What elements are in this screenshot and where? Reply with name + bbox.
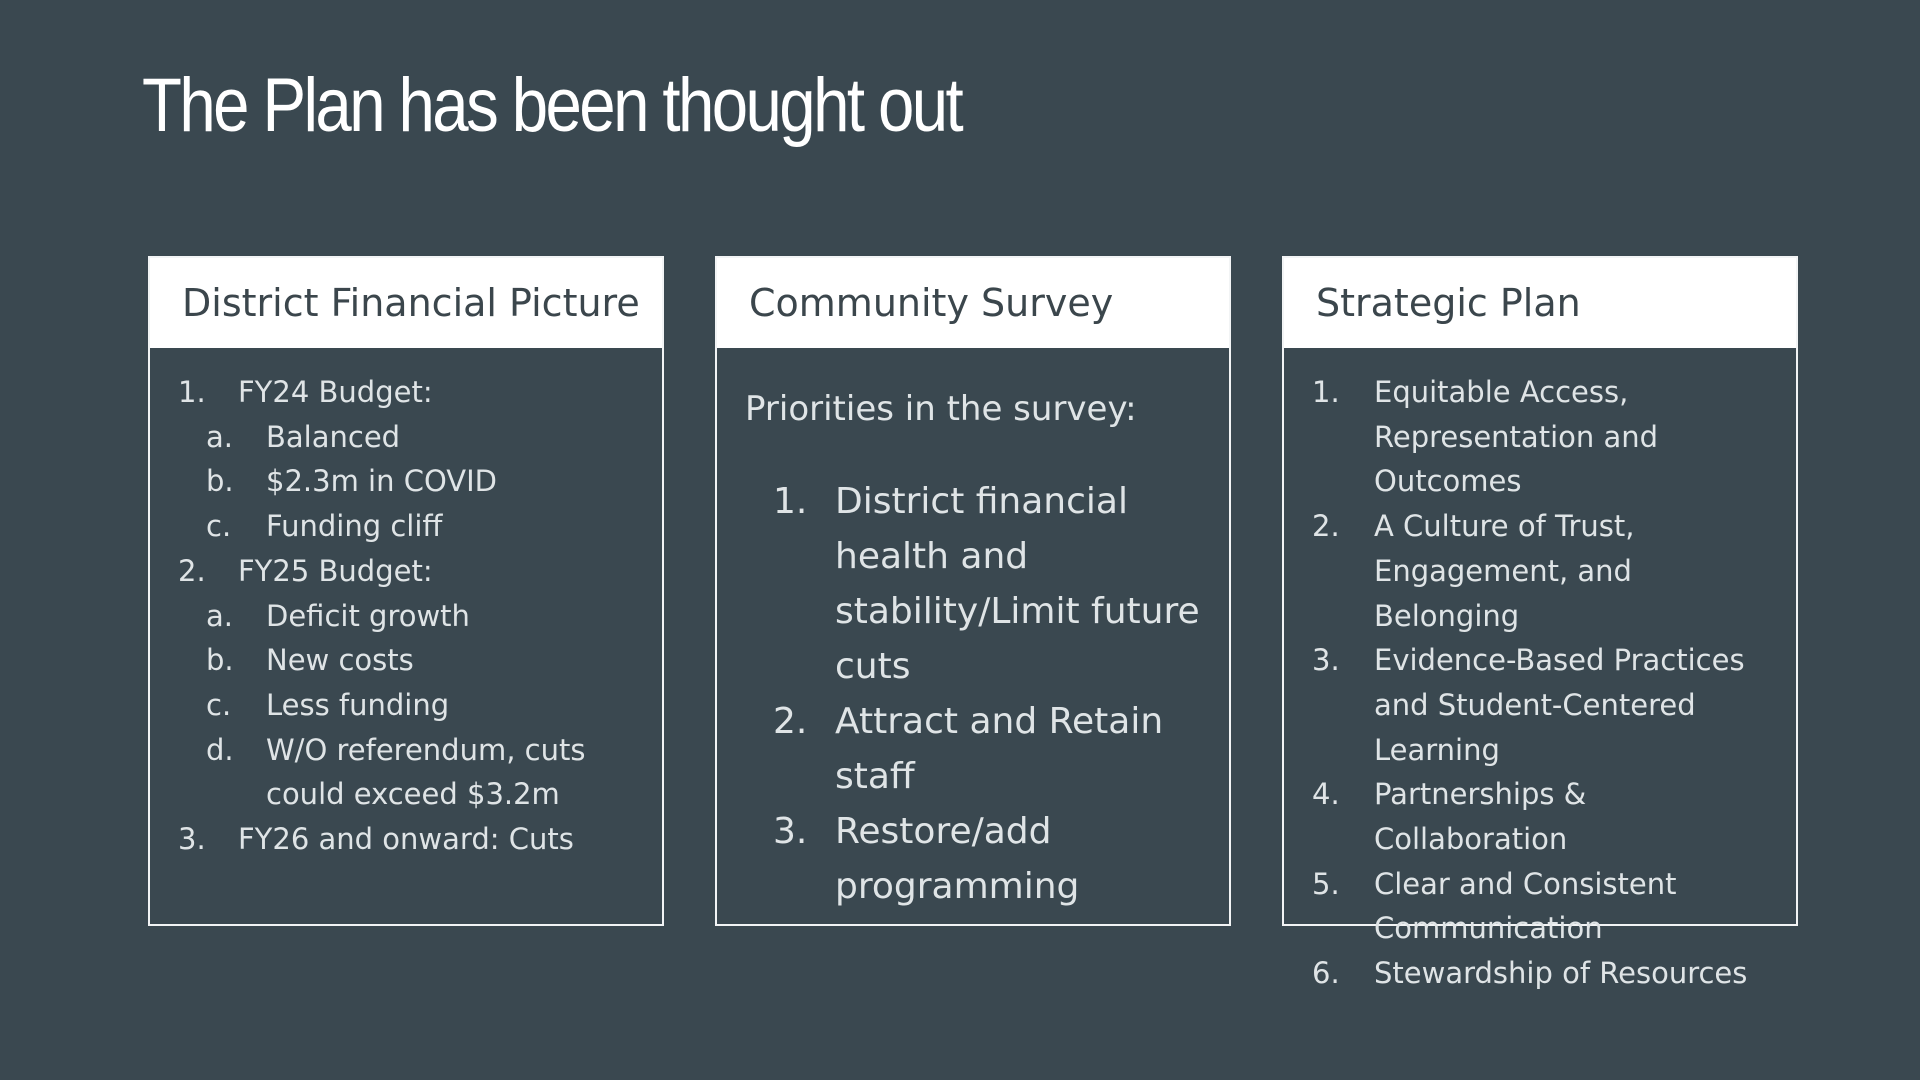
list-number: 3.: [773, 811, 808, 852]
list-number: 6.: [1312, 956, 1340, 991]
list-item: [1312, 862, 1776, 951]
list-item-text: FY26 and onward: Cuts: [238, 822, 574, 857]
sub-list-letter: a.: [206, 598, 233, 633]
list-number: 3.: [1312, 643, 1340, 678]
sub-list-item-text: Less funding: [266, 687, 450, 722]
list-item-text: A Culture of Trust, Engagement, and Belonging: [1374, 509, 1635, 633]
sub-list-item-text: Funding cliff: [266, 509, 443, 544]
sub-list-item: [206, 415, 642, 460]
sub-list-item-text: W/O referendum, cuts could exceed $3.2m: [266, 732, 586, 812]
list-number: 4.: [1312, 777, 1340, 812]
sub-list-item: [206, 594, 642, 639]
list-number: 2.: [178, 553, 206, 588]
list-item: [1312, 370, 1776, 504]
list-item: [745, 474, 1209, 694]
sub-list-letter: a.: [206, 419, 233, 454]
financial-picture-heading: District Financial Picture: [150, 258, 662, 348]
list-item: [178, 370, 642, 549]
strategic-plan-card: [1282, 256, 1798, 991]
sub-list-item-text: Deficit growth: [266, 598, 470, 633]
slide-title: The Plan has been thought out: [142, 63, 962, 148]
strategic-plan-list: [1312, 348, 1776, 996]
list-item-text: Stewardship of Resources: [1374, 956, 1748, 991]
list-item: [1312, 772, 1776, 861]
list-item: [745, 804, 1209, 914]
list-item-text: Restore/add programming: [835, 811, 1080, 907]
list-item-text: District financial health and stability/Limit future cuts: [835, 481, 1200, 687]
sub-list-letter: d.: [206, 732, 234, 767]
financial-picture-card: [148, 256, 664, 926]
sub-list-item: [206, 459, 642, 504]
list-item-text: Clear and Consistent Communication: [1374, 866, 1677, 946]
sub-list-item: [206, 638, 642, 683]
sub-list-item-text: Balanced: [266, 419, 401, 454]
list-number: 1.: [773, 481, 808, 522]
list-number: 2.: [773, 701, 808, 742]
community-survey-heading: Community Survey: [717, 258, 1229, 348]
sub-list-item: [206, 728, 642, 817]
list-item-text: Partnerships & Collaboration: [1374, 777, 1587, 857]
list-number: 5.: [1312, 866, 1340, 901]
list-item: [1312, 504, 1776, 638]
list-item: [745, 694, 1209, 804]
list-item: [1312, 951, 1776, 996]
list-number: 3.: [178, 822, 206, 857]
sub-list: [178, 415, 642, 549]
list-item-text: FY24 Budget:: [238, 375, 433, 409]
list-number: 1.: [1312, 375, 1340, 409]
sub-list-letter: b.: [206, 643, 234, 678]
list-item-text: Attract and Retain staff: [835, 701, 1164, 797]
list-item: [178, 817, 642, 862]
sub-list-item: [206, 504, 642, 549]
financial-list: [178, 348, 642, 862]
sub-list-item-text: New costs: [266, 643, 414, 678]
sub-list-letter: b.: [206, 464, 234, 499]
list-item: [1312, 638, 1776, 772]
sub-list-letter: c.: [206, 687, 232, 722]
list-number: 2.: [1312, 509, 1340, 544]
survey-priorities-list: [745, 432, 1209, 914]
list-item-text: Equitable Access, Representation and Outcomes: [1374, 375, 1659, 499]
survey-intro: Priorities in the survey:: [745, 389, 1137, 429]
list-number: 1.: [178, 375, 206, 409]
strategic-plan-heading: Strategic Plan: [1284, 258, 1796, 348]
sub-list-item-text: $2.3m in COVID: [266, 464, 497, 499]
sub-list-item: [206, 683, 642, 728]
community-survey-card: [715, 256, 1231, 926]
list-item: [178, 549, 642, 817]
sub-list-letter: c.: [206, 509, 232, 544]
sub-list: [178, 594, 642, 818]
list-item-text: Evidence-Based Practices and Student-Centered Learning: [1374, 643, 1745, 767]
list-item-text: FY25 Budget:: [238, 553, 433, 588]
